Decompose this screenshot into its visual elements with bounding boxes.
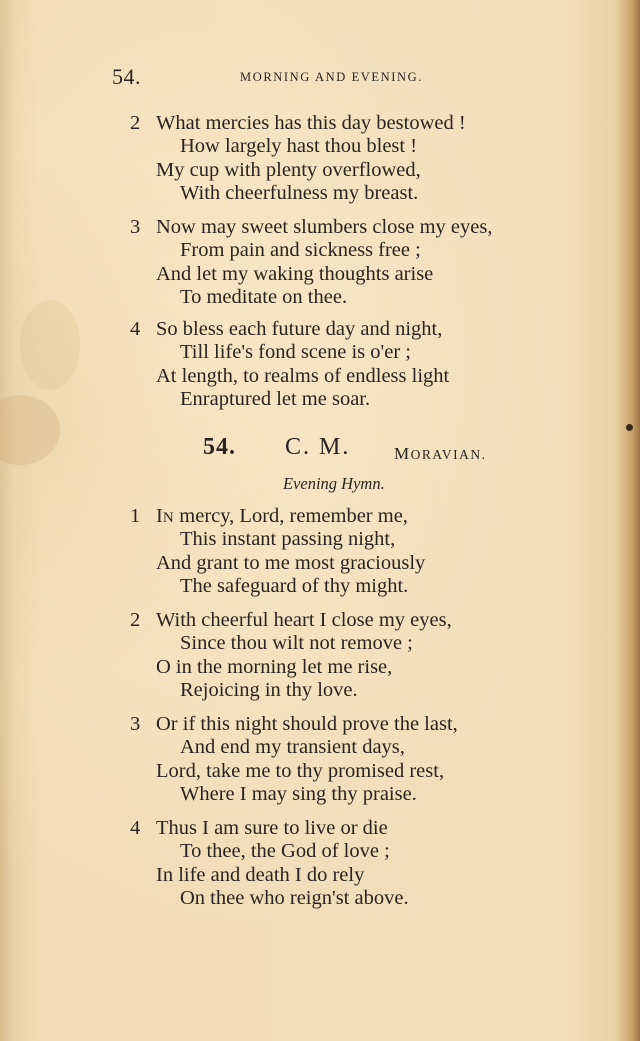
verse-text: mercy, Lord, remember me,: [174, 505, 408, 527]
stanza-2: [130, 609, 452, 703]
stanza-1: [130, 505, 425, 599]
stanza-number: 4: [130, 318, 141, 340]
verse-line: At length, to realms of endless light: [156, 364, 450, 387]
hymn-tune: [394, 444, 487, 464]
page-edge-mark: [626, 424, 633, 431]
verse-line: On thee who reign'st above.: [180, 887, 409, 910]
verse-line: Lord, take me to thy promised rest,: [156, 759, 445, 782]
verse-line: To meditate on thee.: [180, 286, 348, 309]
stanza-prev-4: [130, 318, 449, 412]
verse-line: My cup with plenty overflowed,: [156, 158, 421, 181]
stanza-number: 1: [130, 505, 141, 527]
stanza-number: 4: [130, 817, 141, 839]
verse-line: [130, 216, 492, 239]
hymn-number: 54.: [203, 434, 236, 460]
verse-line: [130, 318, 449, 341]
verse-line: [130, 609, 452, 632]
verse-line: The safeguard of thy might.: [180, 575, 409, 598]
verse-line: [130, 112, 466, 135]
verse-text: So bless each future day and night,: [156, 318, 443, 340]
verse-line: From pain and sickness free ;: [180, 239, 421, 262]
stanza-number: 2: [130, 112, 141, 134]
verse-line: [130, 817, 409, 840]
stanza-prev-2: [130, 112, 466, 206]
tune-initial: M: [394, 444, 411, 463]
tune-rest: ORAVIAN.: [410, 447, 487, 462]
stanza-number: 3: [130, 216, 141, 238]
verse-text: What mercies has this day bestowed !: [156, 112, 466, 134]
verse-line: And let my waking thoughts arise: [156, 262, 434, 285]
verse-line: In life and death I do rely: [156, 863, 365, 886]
running-head: MORNING AND EVENING.: [240, 70, 424, 84]
hymn-heading: [203, 434, 503, 464]
page-number: 54.: [112, 64, 141, 89]
stanza-prev-3: [130, 216, 492, 310]
verse-line: This instant passing night,: [180, 528, 396, 551]
stanza-number: 3: [130, 713, 141, 735]
page-header: [112, 64, 492, 92]
verse-text: Or if this night should prove the last,: [156, 713, 458, 735]
verse-text: With cheerful heart I close my eyes,: [156, 609, 452, 631]
stanza-4: [130, 817, 409, 911]
verse-line: Till life's fond scene is o'er ;: [180, 341, 411, 364]
verse-line: Since thou wilt not remove ;: [180, 632, 413, 655]
verse-line: Enraptured let me soar.: [180, 388, 371, 411]
stanza-number: 2: [130, 609, 141, 631]
verse-line: With cheerfulness my breast.: [180, 182, 419, 205]
hymn-meter: C. M.: [285, 434, 351, 460]
verse-text: Thus I am sure to live or die: [156, 817, 388, 839]
verse-text: Now may sweet slumbers close my eyes,: [156, 216, 493, 238]
hymn-subtitle: Evening Hymn.: [283, 474, 385, 493]
paper-stain: [20, 300, 80, 390]
verse-line: O in the morning let me rise,: [156, 655, 393, 678]
verse-line: And end my transient days,: [180, 736, 405, 759]
verse-line: [130, 713, 458, 736]
verse-line: To thee, the God of love ;: [180, 840, 390, 863]
verse-line: Where I may sing thy praise.: [180, 783, 417, 806]
verse-line: And grant to me most graciously: [156, 551, 426, 574]
paper-stain: [0, 395, 60, 465]
verse-line: Rejoicing in thy love.: [180, 679, 358, 702]
first-word-rest: N: [162, 510, 175, 526]
verse-line: [130, 505, 425, 528]
verse-line: How largely hast thou blest !: [180, 135, 418, 158]
first-word-initial: I: [156, 505, 163, 527]
stanza-3: [130, 713, 458, 807]
